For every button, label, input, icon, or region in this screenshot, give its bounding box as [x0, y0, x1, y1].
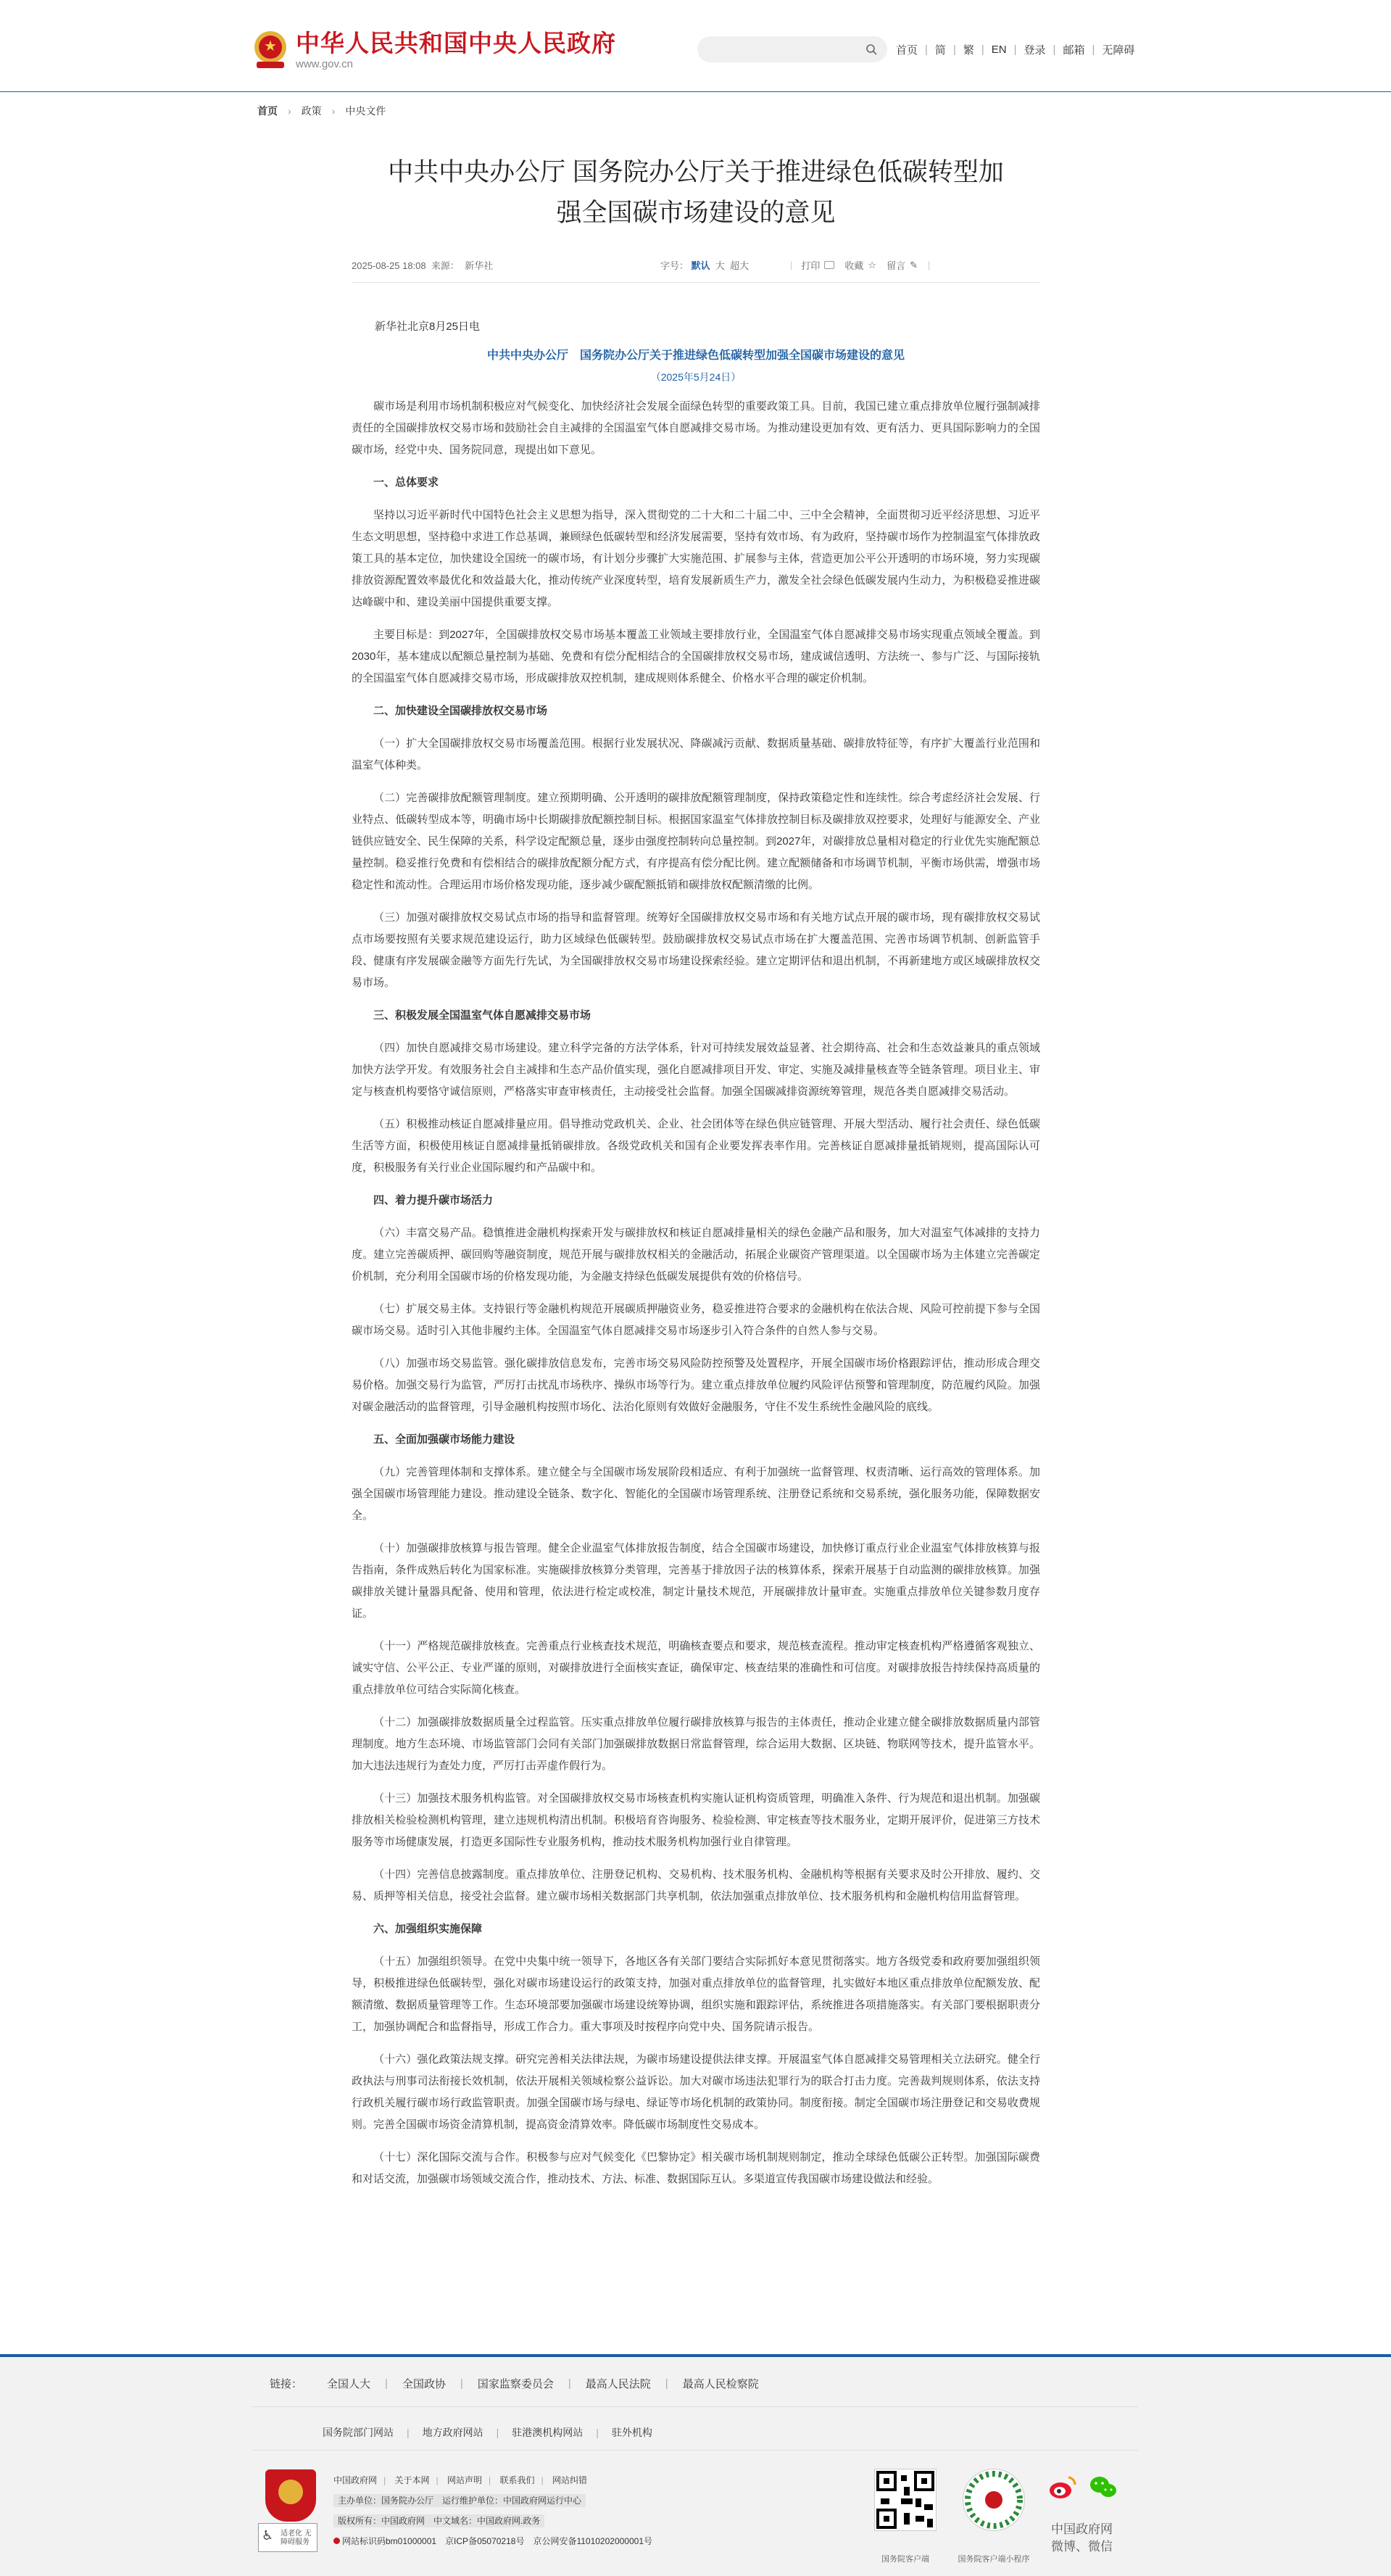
footer-info: 中国政府网 | 关于本网 | 网站声明 | 联系我们 | 网站纠错 主办单位：国务院办公厅 运行维护单位：中国政府网运行中心 版权所有：中国政府网 中文域名：中国政府网.政务 网站标识码bm01000001 京ICP备05070218号 京公网安备11010202000001号 — [333, 2475, 652, 2546]
footer-info-link[interactable]: 联系我们 — [499, 2475, 535, 2485]
paragraph: （十七）深化国际交流与合作。积极参与应对气候变化《巴黎协定》相关碳市场机制规则制定，推动全球绿色低碳公正转型。加强国际碳费和对话交流，加强碳市场领域交流合作，推动技术、方法、标准、数据国际互认。多渠道宣传我国碳市场建设做法和经验。 — [352, 2151, 1040, 2185]
qr-caption: 国务院客户端 — [881, 2555, 929, 2564]
paragraph: （四）加快自愿减排交易市场建设。建立科学完备的方法学体系，针对可持续发展效益显著、社会期待高、社会和生态效益兼具的重点领域加快方法学开发。有效服务社会自主减排和生态产品价值实现，强化自愿减排项目开发、审定、实施及减排量核查等全链条管理。项目业主、审定与核查机构要恪守诚信原则，严格落实审查审核责任，主动接受社会监督。加强全国碳减排资源统筹管理，规范各类自愿减排交易活动。 — [352, 1042, 1040, 1098]
source-label: 来源： — [431, 260, 460, 271]
section-heading: 二、加快建设全国碳排放权交易市场 — [373, 705, 548, 717]
paragraph: （八）加强市场交易监管。强化碳排放信息发布，完善市场交易风险防控预警及处置程序，开展全国碳市场价格跟踪评估，推动形成合理交易价格。加强交易行为监管，严厉打击扰乱市场秩序、操纵市场等行为。建立重点排放单位履约风险评估预警和管理制度，防范履约风险。加强对碳金融活动的监督管理，引导金融机构按照市场化、法治化原则有效做好金融服务，守住不发生系统性金融风险的底线。 — [352, 1357, 1040, 1413]
paragraph: （十五）加强组织领导。在党中央集中统一领导下，各地区各有关部门要结合实际抓好本意见贯彻落实。地方各级党委和政府要加强组织领导，积极推进绿色低碳转型，强化对碳市场建设运行的政策支持，加强对重点排放单位的监督管理，扎实做好本地区重点排放单位配额发放、配额清缴、数据质量管理等工作。生态环境部要加强碳市场建设统筹协调，组织实施和跟踪评估，系统推进各项措施落实。有关部门要根据职责分工，加强协调配合和监督指导，形成工作合力。重大事项及时按程序向党中央、国务院请示报告。 — [352, 1955, 1040, 2033]
registration-ids: 网站标识码bm01000001 京ICP备05070218号 京公网安备11010202000001号 — [342, 2536, 652, 2546]
nav-traditional[interactable]: 繁 — [963, 44, 974, 57]
font-size-label: 字号： — [660, 260, 689, 271]
favorite-label[interactable]: 收藏 — [844, 260, 864, 271]
print-icon[interactable] — [824, 261, 834, 269]
mini-program-code-icon — [963, 2469, 1025, 2531]
accessibility-service-button[interactable] — [258, 2523, 317, 2552]
paragraph: （二）完善碳排放配额管理制度。建立预期明确、公开透明的碳排放配额管理制度，保持政策稳定性和连续性。综合考虑经济社会发展、行业特点、低碳转型成本等，明确市场中长期碳排放配额控制目标。根据国家温室气体排放控制目标及碳排放双控要求，处理好与能源安全、产业链供应链安全、民生保障的关系，科学设定配额总量，逐步由强度控制转向总量控制。到2027年，对碳排放总量相对稳定的行业优先实施配额总量控制。稳妥推行免费和有偿相结合的碳排放配额分配方式，有序提高有偿分配比例。建立配额储备和市场调节机制，平衡市场供需，增强市场稳定性和流动性。合理运用市场价格发现功能，逐步减少碳配额抵销和碳排放权配额清缴的比例。 — [352, 792, 1040, 891]
search-icon[interactable] — [865, 44, 877, 55]
comment-label[interactable]: 留言 — [886, 260, 906, 271]
nav-home[interactable]: 首页 — [896, 44, 918, 57]
font-size-default[interactable]: 默认 — [691, 260, 710, 271]
paragraph: （一）扩大全国碳排放权交易市场覆盖范围。根据行业发展状况、降碳减污贡献、数据质量基础、碳排放特征等，有序扩大覆盖行业范围和温室气体种类。 — [352, 737, 1040, 771]
chevron-right-icon: › — [331, 105, 336, 117]
document-title: 中共中央办公厅 国务院办公厅关于推进绿色低碳转型加强全国碳市场建设的意见 — [486, 349, 905, 362]
pencil-icon[interactable]: ✎ — [910, 259, 918, 270]
social-icons — [1048, 2474, 1126, 2504]
police-badge-icon — [333, 2538, 340, 2544]
wechat-icon[interactable] — [1089, 2474, 1118, 2501]
paragraph: （九）完善管理体制和支撑体系。建立健全与全国碳市场发展阶段相适应、有利于加强统一监督管理、权责清晰、运行高效的管理体系。加强全国碳市场管理能力建设。推动建设全链条、数字化、智能化的全国碳市场管理系统、注册登记系统和交易系统，强化服务功能，保障数据安全。 — [352, 1466, 1040, 1522]
site-url: www.gov.cn — [296, 58, 353, 70]
section-heading: 一、总体要求 — [373, 476, 439, 489]
paragraph: （十六）强化政策法规支撑。研究完善相关法律法规，为碳市场建设提供法律支撑。开展温室气体自愿减排交易管理相关立法研究。健全行政执法与刑事司法衔接长效机制，依法开展相关领域检察公益诉讼。加大对碳市场违法犯罪行为的联合打击力度。完善裁判规则体系，依法支持行政机关履行碳市场行政监管职责。加强全国碳市场与绿电、绿证等市场化机制的政策协同。制度衔接。制定全国碳市场注册登记和交易收费规则。完善全国碳市场资金清算机制，提高资金清算效率。降低碳市场制度性交易成本。 — [352, 2053, 1040, 2131]
page-title — [352, 152, 1040, 233]
divider — [252, 2450, 1138, 2451]
nav-english[interactable]: EN — [991, 44, 1007, 56]
font-size-large[interactable]: 大 — [715, 260, 725, 271]
footer-link[interactable]: 地方政府网站 — [422, 2427, 483, 2438]
party-government-badge-icon[interactable] — [265, 2469, 316, 2522]
footer-info-link[interactable]: 中国政府网 — [333, 2475, 378, 2485]
section-heading: 六、加强组织实施保障 — [373, 1923, 483, 1935]
paragraph: （十一）严格规范碳排放核查。完善重点行业核查技术规范，明确核查要点和要求，规范核查流程。推动审定核查机构严格遵循客观独立、诚实守信、公平公正、专业严谨的原则，对碳排放进行全面核实查证，确保审定、核查结果的准确性和可信度。对碳排放报告持续保持高质量的重点排放单位可结合实际简化核查。 — [352, 1640, 1040, 1696]
article-body — [352, 316, 1040, 2201]
breadcrumb-central-docs[interactable]: 中央文件 — [345, 105, 386, 117]
footer-link[interactable]: 全国人大 — [327, 2378, 371, 2390]
accessibility-label: 适老化 无障碍服务 — [281, 2530, 312, 2546]
qr-code-icon — [874, 2469, 937, 2531]
nav-accessibility[interactable]: 无障碍 — [1102, 44, 1135, 57]
footer-info-link[interactable]: 网站声明 — [447, 2475, 482, 2485]
social-caption-line1: 中国政府网 — [1051, 2522, 1113, 2536]
site-header — [0, 0, 1391, 92]
breadcrumb — [257, 104, 386, 118]
font-size-xlarge[interactable]: 超大 — [730, 260, 750, 271]
footer-links-secondary: 国务院部门网站 | 地方政府网站 | 驻港澳机构网站 | 驻外机构 — [323, 2427, 652, 2438]
social-caption — [1051, 2521, 1113, 2556]
search-box — [697, 36, 887, 62]
footer-link[interactable]: 国家监察委员会 — [477, 2378, 554, 2390]
copyright-text: 版权所有：中国政府网 中文域名：中国政府网.政务 — [333, 2514, 544, 2527]
nav-login[interactable]: 登录 — [1023, 44, 1046, 57]
footer-info-link[interactable]: 网站纠错 — [552, 2475, 587, 2485]
meta-divider — [352, 282, 1040, 283]
footer-info-link[interactable]: 关于本网 — [394, 2475, 430, 2485]
qr-caption: 国务院客户端小程序 — [958, 2555, 1030, 2564]
dateline: 新华社北京8月25日电 — [375, 320, 481, 333]
footer-link[interactable]: 全国政协 — [402, 2378, 446, 2390]
paragraph: （十三）加强技术服务机构监管。对全国碳排放权交易市场核查机构实施认证机构资质管理，明确准入条件、行为规范和退出机制。加强碳排放相关检验检测机构管理，建立违规机构清出机制。积极培育咨询服务、检验检测、审定核查等技术服务业，定期开展评价，促进第三方技术服务等市场健康发展，打造更多国际性专业服务机构，推动技术服务机构加强行业自律管理。 — [352, 1792, 1040, 1848]
print-label[interactable]: 打印 — [801, 260, 821, 271]
site-footer — [0, 2354, 1391, 2576]
nav-simplified[interactable]: 简 — [934, 44, 946, 57]
footer-link[interactable]: 最高人民法院 — [585, 2378, 651, 2390]
footer-link[interactable]: 驻外机构 — [611, 2427, 652, 2438]
document-date: （2025年5月24日） — [650, 371, 742, 383]
paragraph: 坚持以习近平新时代中国特色社会主义思想为指导，深入贯彻党的二十大和二十届二中、三中全会精神，全面贯彻习近平经济思想、习近平生态文明思想，坚持稳中求进工作总基调，兼顾绿色低碳转型和经济发展需要，坚持有效市场、有为政府，坚持碳市场作为控制温室气体排放政策工具的基本定位，加快建设全国统一的碳市场，有计划分步骤扩大实施范围、扩展参与主体，营造更加公平公开透明的市场环境，努力实现碳排放资源配置效率最优化和效益最大化，推动传统产业深度转型，培育发展新质生产力，激发全社会绿色低碳发展内生动力，为积极稳妥推进碳达峰碳中和、建设美丽中国提供重要支撑。 — [352, 509, 1040, 608]
footer-links: 链接： 全国人大 | 全国政协 | 国家监察委员会 | 最高人民法院 | 最高人民检察院 — [270, 2377, 759, 2390]
page-title-line1: 中共中央办公厅 国务院办公厅关于推进绿色低碳转型加 — [388, 158, 1004, 186]
weibo-icon[interactable] — [1048, 2474, 1077, 2501]
source-name: 新华社 — [465, 260, 494, 271]
paragraph: 碳市场是利用市场机制积极应对气候变化、加快经济社会发展全面绿色转型的重要政策工具。目前，我国已建立重点排放单位履行强制减排责任的全国碳排放权交易市场和鼓励社会自主减排的全国温室气体自愿减排交易市场。为推动建设更加有效、更有活力、更具国际影响力的全国碳市场，经党中央、国务院同意，现提出如下意见。 — [352, 400, 1040, 456]
search-input[interactable] — [697, 36, 850, 62]
site-logo[interactable] — [252, 29, 616, 71]
page-title-line2: 强全国碳市场建设的意见 — [556, 199, 836, 227]
wheelchair-icon: ♿ — [262, 2528, 274, 2543]
footer-link[interactable]: 国务院部门网站 — [323, 2427, 394, 2438]
chevron-right-icon: › — [288, 105, 291, 117]
breadcrumb-policy[interactable]: 政策 — [301, 105, 322, 117]
divider — [252, 2406, 1138, 2407]
paragraph: （十）加强碳排放核算与报告管理。健全企业温室气体排放报告制度，结合全国碳市场建设，加快修订重点行业企业温室气体排放核算与报告指南，条件成熟后转化为国家标准。实施碳排放核算分类管理，完善基于排放因子法的核算体系，探索开展基于自动监测的碳排放核算。加强碳排放关键计量器具配备、使用和管理，依法进行检定或校准，制定计量技术规范，开展碳排放计量审查。实施重点排放单位关键参数月度存证。 — [352, 1542, 1040, 1620]
paragraph: （五）积极推动核证自愿减排量应用。倡导推动党政机关、企业、社会团体等在绿色供应链管理、开展大型活动、履行社会责任、绿色低碳生活等方面，积极使用核证自愿减排量抵销碳排放。各级党政机关和国有企业要发挥表率作用。完善核证自愿减排量抵销规则，提高国际认可度，积极服务有关行业企业国际履约和产品碳中和。 — [352, 1118, 1040, 1174]
footer-link[interactable]: 驻港澳机构网站 — [512, 2427, 584, 2438]
font-size-switch — [660, 258, 749, 272]
star-icon[interactable]: ☆ — [868, 259, 877, 270]
top-nav: 首页 | 简 | 繁 | EN | 登录 | 邮箱 | 无障碍 — [896, 44, 1135, 57]
section-heading: 三、积极发展全国温室气体自愿减排交易市场 — [373, 1009, 591, 1022]
paragraph: （六）丰富交易产品。稳慎推进金融机构探索开发与碳排放权和核证自愿减排量相关的绿色金融产品和服务，加大对温室气体减排的支持力度。建立完善碳质押、碳回购等融资制度，规范开展与碳排放权相关的金融活动，拓展企业碳资产管理渠道。以全国碳市场为主体建立完善碳定价机制，充分利用全国碳市场的价格发现功能，为金融支持绿色低碳发展提供有效的价格信号。 — [352, 1227, 1040, 1283]
site-title: 中华人民共和国中央人民政府 — [296, 30, 616, 57]
paragraph: （十二）加强碳排放数据质量全过程监管。压实重点排放单位履行碳排放核算与报告的主体责任，推动企业建立健全碳排放数据质量内部管理制度。地方生态环境、市场监管部门会同有关部门加强碳排放数据日常监督管理，综合运用大数据、区块链、物联网等技术，提升监管水平。加大违法违规行为查处力度，严厉打击弄虚作假行为。 — [352, 1716, 1040, 1772]
section-heading: 四、着力提升碳市场活力 — [373, 1194, 494, 1206]
nav-mail[interactable]: 邮箱 — [1063, 44, 1085, 57]
section-heading: 五、全面加强碳市场能力建设 — [373, 1433, 515, 1446]
paragraph: （十四）完善信息披露制度。重点排放单位、注册登记机构、交易机构、技术服务机构、金融机构等根据有关要求及时公开排放、履约、交易、质押等相关信息，接受社会监督。建立碳市场相关数据部门共享机制，依法加强重点排放单位、技术服务机构和金融机构信用监督管理。 — [352, 1868, 1040, 1902]
paragraph: （七）扩展交易主体。支持银行等金融机构规范开展碳质押融资业务，稳妥推进符合要求的金融机构在依法合规、风险可控前提下参与全国碳市场交易。适时引入其他非履约主体。全国温室气体自愿减排交易市场逐步引入符合条件的自然人参与交易。 — [352, 1303, 1040, 1337]
national-emblem-icon: ★ — [252, 30, 288, 70]
publish-date: 2025-08-25 18:08 — [352, 260, 426, 271]
social-caption-line2: 微博、微信 — [1051, 2540, 1113, 2554]
sponsor-text: 主办单位：国务院办公厅 运行维护单位：中国政府网运行中心 — [333, 2494, 586, 2507]
paragraph: （三）加强对碳排放权交易试点市场的指导和监督管理。统筹好全国碳排放权交易市场和有关地方试点开展的碳市场，现有碳排放权交易试点市场要按照有关要求规范建设运行，助力区域绿色低碳转型。鼓励碳排放权交易试点市场在扩大覆盖范围、完善市场调节机制、创新监管手段、健康有序发展碳金融等方面先行先试，为全国碳排放权交易市场建设探索经验。建立定期评估和退出机制，不再新建地方或区域碳排放权交易市场。 — [352, 911, 1040, 989]
breadcrumb-home[interactable]: 首页 — [257, 105, 278, 117]
paragraph: 主要目标是：到2027年，全国碳排放权交易市场基本覆盖工业领域主要排放行业，全国温室气体自愿减排交易市场实现重点领域全覆盖。到2030年，基本建成以配额总量控制为基础、免费和有偿分配相结合的全国碳排放权交易市场，建成诚信透明、方法统一、参与广泛、与国际接轨的全国温室气体自愿减排交易市场，形成碳排放双控机制，建成规则体系健全、价格水平合理的碳定价机制。 — [352, 629, 1040, 684]
article-meta: 2025-08-25 18:08 来源： 新华社 字号： 默认 大 超大 | 打印 收藏 ☆ 留言 ✎ | — [352, 259, 931, 271]
footer-link[interactable]: 最高人民检察院 — [682, 2378, 759, 2390]
links-label: 链接： — [270, 2378, 303, 2390]
